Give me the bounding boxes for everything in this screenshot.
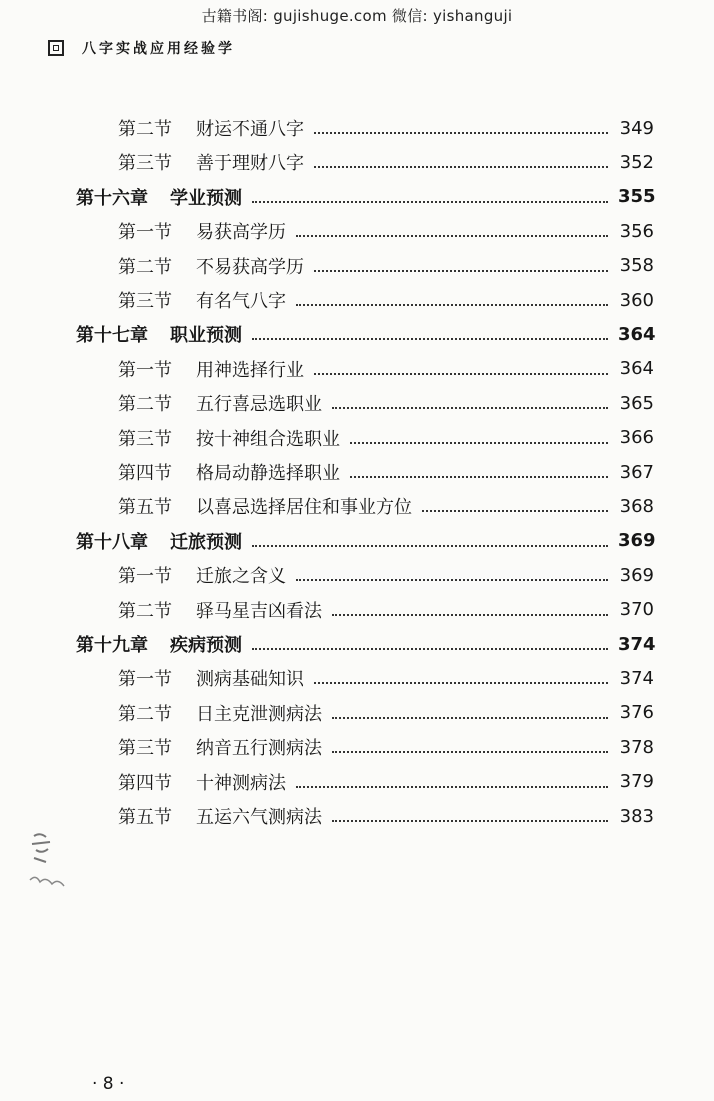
dot-leader: [332, 818, 608, 822]
dot-leader: [332, 715, 608, 719]
dot-leader: [252, 336, 608, 340]
dot-leader: [314, 680, 608, 684]
section-title: 用神选择行业: [196, 359, 304, 381]
section-label: 第二节: [118, 703, 172, 725]
dot-leader: [350, 474, 608, 478]
section-label: 第一节: [118, 566, 172, 588]
chapter-label: 第十八章: [76, 531, 148, 553]
section-label: 第一节: [118, 669, 172, 691]
dot-leader: [422, 508, 608, 512]
toc-section[interactable]: [118, 252, 654, 280]
toc-chapter[interactable]: [76, 183, 654, 211]
dot-leader: [314, 164, 608, 168]
page-ref: 369: [618, 530, 656, 552]
section-title: 测病基础知识: [196, 669, 304, 691]
section-label: 第三节: [118, 738, 172, 760]
toc-section[interactable]: [118, 699, 654, 727]
toc-section[interactable]: [118, 492, 654, 520]
page-ref: 356: [619, 220, 654, 242]
page-ref: 360: [619, 289, 654, 311]
page-ref: 374: [618, 633, 656, 655]
section-label: 第三节: [118, 291, 172, 312]
chapter-title: 疾病预测: [170, 635, 242, 656]
page-ref: 366: [619, 427, 654, 449]
toc-section[interactable]: [118, 217, 654, 245]
section-title: 不易获高学历: [196, 256, 304, 278]
section-title: 十神测病法: [196, 772, 286, 794]
toc-section[interactable]: [118, 561, 654, 589]
section-title: 易获高学历: [196, 222, 286, 244]
section-label: 第四节: [118, 463, 172, 484]
section-title: 以喜忌选择居住和事业方位: [196, 497, 412, 519]
section-label: 第五节: [118, 807, 172, 828]
page-ref: 365: [619, 392, 654, 414]
page-ref: 364: [618, 323, 656, 345]
page-ref: 352: [619, 151, 654, 173]
page-ref: 376: [619, 702, 654, 724]
watermark-text: 古籍书阁: gujishuge.com 微信: yishanguji: [201, 7, 513, 25]
section-label: 第三节: [118, 153, 172, 175]
ink-stamp-icon: [22, 828, 72, 898]
toc-section[interactable]: [118, 114, 654, 142]
section-label: 第三节: [118, 428, 172, 450]
section-title: 驿马星吉凶看法: [196, 600, 322, 622]
page-ref: 379: [619, 771, 654, 793]
section-title: 按十神组合选职业: [196, 428, 340, 450]
toc-section[interactable]: [118, 389, 654, 417]
section-title: 财运不通八字: [196, 119, 304, 140]
page-ref: 364: [619, 358, 654, 380]
dot-leader: [252, 199, 608, 203]
dot-leader: [314, 371, 608, 375]
toc-section[interactable]: [118, 596, 654, 624]
chapter-label: 第十六章: [76, 187, 148, 209]
page-ref: 367: [619, 461, 654, 483]
section-title: 有名气八字: [196, 291, 286, 312]
page-ref: 370: [619, 599, 654, 621]
dot-leader: [252, 543, 608, 547]
section-label: 第二节: [118, 256, 172, 278]
page-ref: 358: [619, 255, 654, 277]
toc-chapter[interactable]: [76, 630, 654, 658]
toc-section[interactable]: [118, 664, 654, 692]
chapter-title: 职业预测: [170, 325, 242, 347]
toc-chapter[interactable]: [76, 527, 654, 555]
toc-section[interactable]: [118, 733, 654, 761]
section-title: 格局动静选择职业: [196, 463, 340, 484]
dot-leader: [296, 233, 608, 237]
toc-chapter[interactable]: [76, 320, 654, 348]
toc-section[interactable]: [118, 148, 654, 176]
dot-leader: [350, 440, 608, 444]
toc-section[interactable]: [118, 286, 654, 314]
chapter-title: 迁旅预测: [170, 531, 242, 553]
dot-leader: [332, 405, 608, 409]
dot-leader: [296, 302, 608, 306]
dot-leader: [296, 577, 608, 581]
page-ref: 383: [619, 805, 654, 827]
section-title: 五运六气测病法: [196, 807, 322, 828]
dot-leader: [296, 784, 608, 788]
page-ref: 374: [619, 667, 654, 689]
book-icon: [48, 40, 64, 56]
section-title: 善于理财八字: [196, 153, 304, 175]
toc-section[interactable]: [118, 768, 654, 796]
book-title: 八字实战应用经验学: [82, 41, 235, 57]
section-title: 纳音五行测病法: [196, 738, 322, 760]
section-title: 迁旅之含义: [196, 566, 286, 588]
section-title: 五行喜忌选职业: [196, 394, 322, 416]
dot-leader: [332, 749, 608, 753]
page-ref: 349: [619, 117, 654, 139]
dot-leader: [314, 130, 608, 134]
section-label: 第二节: [118, 394, 172, 416]
chapter-label: 第十九章: [76, 635, 148, 656]
section-title: 日主克泄测病法: [196, 703, 322, 725]
section-label: 第二节: [118, 119, 172, 140]
section-label: 第五节: [118, 497, 172, 519]
dot-leader: [332, 612, 608, 616]
page-ref: 355: [618, 186, 656, 208]
toc-section[interactable]: [118, 802, 654, 830]
section-label: 第二节: [118, 600, 172, 622]
toc-section[interactable]: [118, 424, 654, 452]
toc-section[interactable]: [118, 355, 654, 383]
toc-section[interactable]: [118, 458, 654, 486]
page-ref: 378: [619, 736, 654, 758]
page-ref: 369: [619, 564, 654, 586]
running-header: [48, 38, 235, 58]
dot-leader: [314, 268, 608, 272]
section-label: 第一节: [118, 359, 172, 381]
page-ref: 368: [619, 495, 654, 517]
chapter-label: 第十七章: [76, 325, 148, 347]
section-label: 第四节: [118, 772, 172, 794]
section-label: 第一节: [118, 222, 172, 244]
chapter-title: 学业预测: [170, 187, 242, 209]
dot-leader: [252, 646, 608, 650]
page-number: · 8 ·: [92, 1074, 125, 1094]
